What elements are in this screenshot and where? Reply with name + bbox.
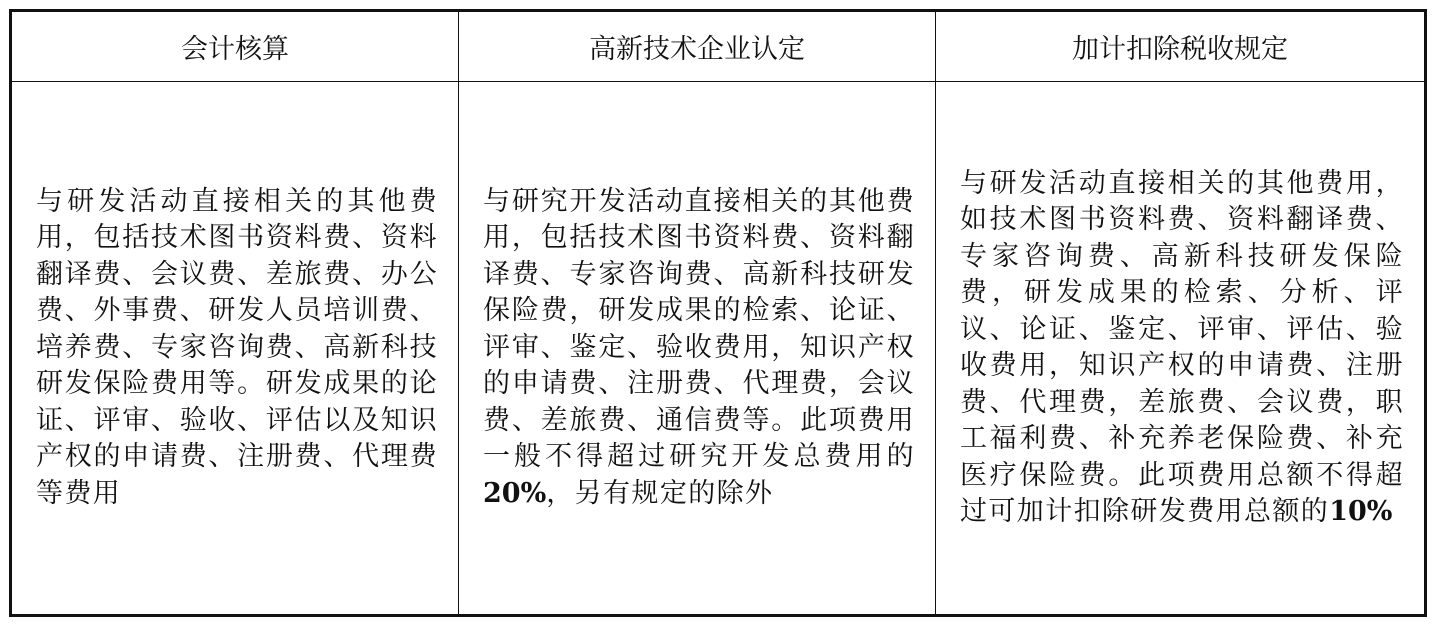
cell-accounting-text [36,184,438,513]
cell-high-tech-text [483,184,915,513]
cell-high-tech-certification [458,82,935,614]
cell-super-deduction-text [960,166,1404,531]
cell-super-deduction-percentage: 10% [1329,496,1393,527]
header-accounting: 会计核算 [12,12,458,82]
comparison-table [9,9,1427,617]
cell-high-tech-percentage: 20% [483,477,547,509]
cell-high-tech-body: 与研究开发活动直接相关的其他费用，包括技术图书资料费、资料翻译费、专家咨询费、高新科技研发保险费，研发成果的检索、论证、评审、鉴定、验收费用，知识产权的申请费、注册费、代理费，会议费、差旅费、通信费等。此项费用一般不得超过研究开发总费用的 [483,185,915,473]
header-high-tech-certification: 高新技术企业认定 [458,12,935,82]
cell-super-deduction [935,82,1424,614]
cell-accounting [12,82,458,614]
cell-high-tech-tail: ，另有规定的除外 [546,477,774,509]
cell-accounting-body: 与研发活动直接相关的其他费用，包括技术图书资料费、资料翻译费、会议费、差旅费、办公费、外事费、研发人员培训费、培养费、专家咨询费、高新科技研发保险费用等。研发成果的论证、评审、验收、评估以及知识产权的申请费、注册费、代理费等费用 [36,185,438,509]
cell-super-deduction-body: 与研发活动直接相关的其他费用，如技术图书资料费、资料翻译费、专家咨询费、高新科技研发保险费，研发成果的检索、分析、评议、论证、鉴定、评审、评估、验收费用，知识产权的申请费、注册费、代理费，差旅费、会议费，职工福利费、补充养老保险费、补充医疗保险费。此项费用总额不得超过可加计扣除研发费用总额的 [960,167,1404,527]
header-super-deduction-rules: 加计扣除税收规定 [935,12,1424,82]
